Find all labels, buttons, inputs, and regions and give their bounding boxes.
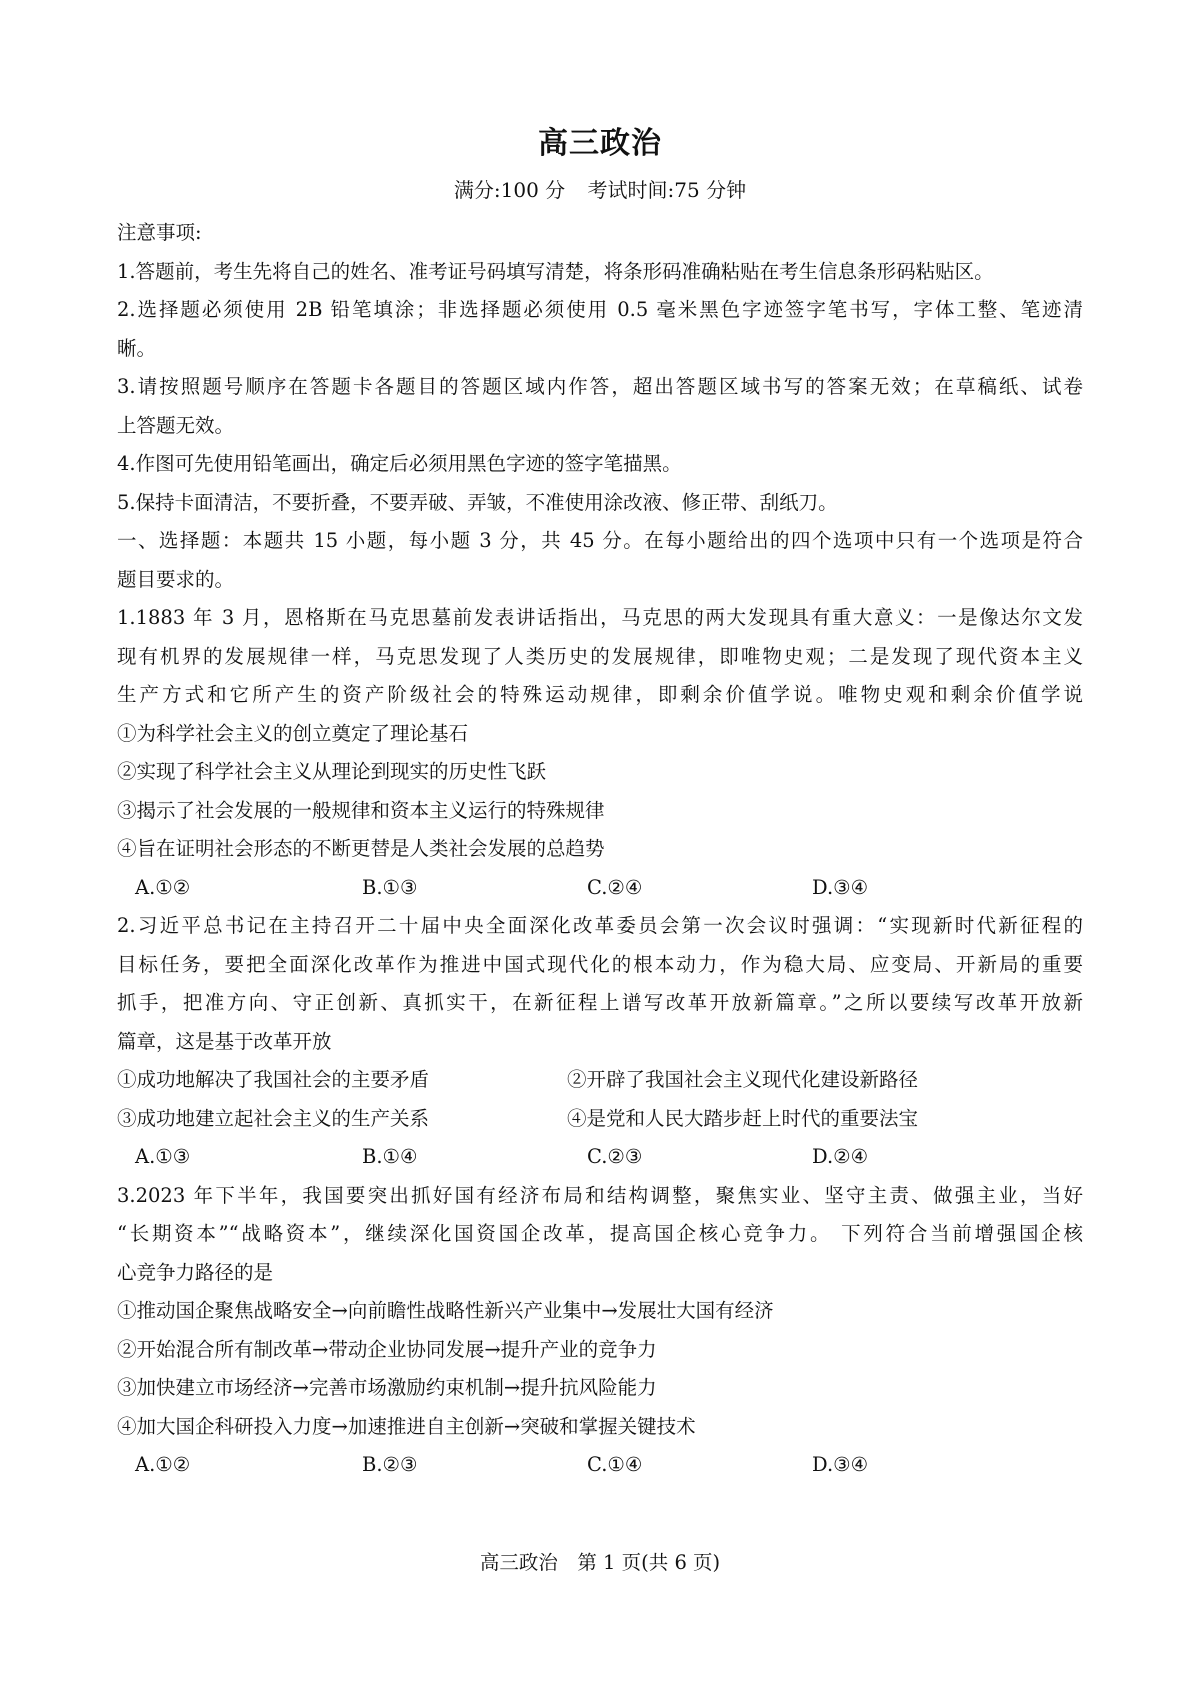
q1-stem: 生产方式和它所产生的资产阶级社会的特殊运动规律，即剩余价值学说。唯物史观和剩余价值学说 <box>117 683 1083 706</box>
q1-stem: 现有机界的发展规律一样，马克思发现了人类历史的发展规律，即唯物史观；二是发现了现代资本主义 <box>117 644 1083 668</box>
notice-item: 1.答题前，考生先将自己的姓名、准考证号码填写清楚，将条形码准确粘贴在考生信息条形码粘贴区。 <box>117 259 994 283</box>
page-title: 高三政治 <box>538 126 662 161</box>
exam-body <box>117 214 1083 1485</box>
q2-stem: 篇章，这是基于改革开放 <box>117 1029 332 1053</box>
q1-options <box>117 869 1083 908</box>
q3-option-b: B.②③ <box>362 1453 418 1476</box>
q1-statement: ②实现了科学社会主义从理论到现实的历史性飞跃 <box>117 760 547 783</box>
q2-statement: ①成功地解决了我国社会的主要矛盾 <box>117 1068 430 1091</box>
q1-statement: ④旨在证明社会形态的不断更替是人类社会发展的总趋势 <box>117 837 605 860</box>
q1-option-b: B.①③ <box>362 875 418 899</box>
q2-statement-row <box>117 1061 1083 1100</box>
page-footer: 高三政治 第 1 页(共 6 页) <box>479 1551 721 1574</box>
notice-heading: 注意事项: <box>117 221 202 244</box>
q2-option-d: D.②④ <box>812 1145 869 1168</box>
q2-stem: 2.习近平总书记在主持召开二十届中央全面深化改革委员会第一次会议时强调：“实现新时代新征程的 <box>117 914 1083 937</box>
q3-options <box>117 1446 1083 1485</box>
q3-stem: 3.2023 年下半年，我国要突出抓好国有经济布局和结构调整，聚焦实业、坚守主责、做强主业，当好 <box>117 1183 1083 1207</box>
notice-item: 上答题无效。 <box>117 413 235 437</box>
q2-option-a: A.①③ <box>135 1145 191 1168</box>
notice-item: 3.请按照题号顺序在答题卡各题目的答题区域内作答，超出答题区域书写的答案无效；在草稿纸、试卷 <box>117 375 1083 398</box>
q2-statement: ③成功地建立起社会主义的生产关系 <box>117 1106 430 1130</box>
q3-statement: ①推动国企聚焦战略安全→向前瞻性战略性新兴产业集中→发展壮大国有经济 <box>117 1299 774 1322</box>
notice-item: 2.选择题必须使用 2B 铅笔填涂；非选择题必须使用 0.5 毫米黑色字迹签字笔书写，字体工整、笔迹清 <box>117 298 1083 321</box>
section-heading: 题目要求的。 <box>117 567 235 591</box>
section-heading: 一、选择题：本题共 15 小题，每小题 3 分，共 45 分。在每小题给出的四个选项中只有一个选项是符合 <box>117 529 1083 552</box>
q2-stem: 目标任务，要把全面深化改革作为推进中国式现代化的根本动力，作为稳大局、应变局、开新局的重要 <box>117 952 1083 976</box>
q3-statement: ②开始混合所有制改革→带动企业协同发展→提升产业的竞争力 <box>117 1337 657 1361</box>
notice-item: 4.作图可先使用铅笔画出，确定后必须用黑色字迹的签字笔描黑。 <box>117 452 682 475</box>
q3-option-c: C.①④ <box>587 1453 643 1476</box>
q2-statement: ②开辟了我国社会主义现代化建设新路径 <box>567 1068 919 1091</box>
q1-option-a: A.①② <box>135 875 191 899</box>
q3-statement: ④加大国企科研投入力度→加速推进自主创新→突破和掌握关键技术 <box>117 1414 696 1438</box>
q1-statement: ①为科学社会主义的创立奠定了理论基石 <box>117 721 469 745</box>
exam-time: 考试时间:75 分钟 <box>587 178 747 202</box>
notice-item: 5.保持卡面清洁，不要折叠，不要弄破、弄皱，不准使用涂改液、修正带、刮纸刀。 <box>117 490 838 514</box>
q1-option-d: D.③④ <box>812 875 869 899</box>
full-score: 满分:100 分 <box>453 178 566 202</box>
q3-stem: “长期资本”“战略资本”，继续深化国资国企改革，提高国企核心竞争力。 下列符合当前增强国企核 <box>117 1222 1083 1245</box>
exam-info <box>0 174 1200 203</box>
q2-option-c: C.②③ <box>587 1145 643 1168</box>
q3-option-a: A.①② <box>135 1453 191 1476</box>
q3-stem: 心竞争力路径的是 <box>117 1260 274 1284</box>
q2-statement-row <box>117 1100 1083 1139</box>
q2-stem: 抓手，把准方向、守正创新、真抓实干，在新征程上谱写改革开放新篇章。”之所以要续写改革开放新 <box>117 991 1083 1014</box>
q1-statement: ③揭示了社会发展的一般规律和资本主义运行的特殊规律 <box>117 798 605 822</box>
notice-item: 晰。 <box>117 336 157 360</box>
q2-statement: ④是党和人民大踏步赶上时代的重要法宝 <box>567 1106 919 1130</box>
q1-stem: 1.1883 年 3 月，恩格斯在马克思墓前发表讲话指出，马克思的两大发现具有重大意义：一是像达尔文发 <box>117 606 1083 629</box>
q2-options <box>117 1138 1083 1177</box>
q2-option-b: B.①④ <box>362 1145 418 1168</box>
q3-option-d: D.③④ <box>812 1453 869 1476</box>
q3-statement: ③加快建立市场经济→完善市场激励约束机制→提升抗风险能力 <box>117 1376 657 1399</box>
q1-option-c: C.②④ <box>587 875 643 899</box>
